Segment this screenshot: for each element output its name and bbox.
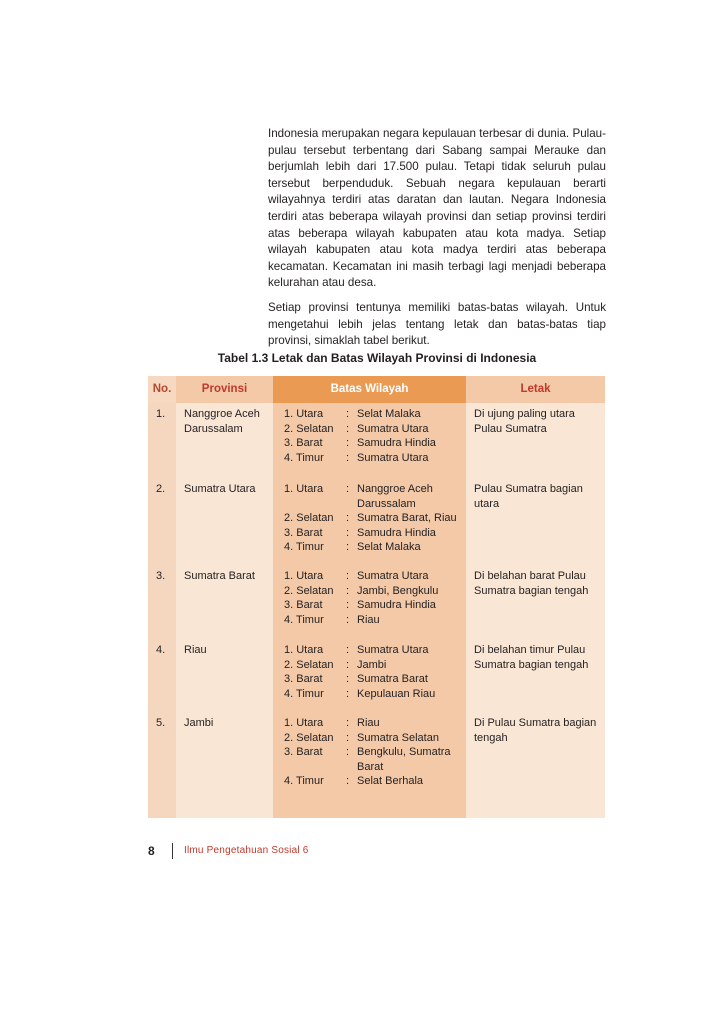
boundary-sep: :: [346, 658, 350, 671]
column-bg-provinsi: [176, 376, 273, 818]
cell-no: 3.: [156, 570, 166, 582]
boundary-dir: 2. Selatan: [284, 422, 334, 435]
boundary-sep: :: [346, 408, 350, 420]
boundary-val: Sumatra Utara: [357, 451, 429, 464]
boundary-line: [284, 482, 464, 511]
table-header: [148, 376, 605, 403]
intro-paragraph-2: Setiap provinsi tentunya memiliki batas-batas wilayah. Untuk mengetahui lebih jelas tentang letak dan batas-batas tiap provinsi, simaklah tabel berikut.: [268, 300, 606, 348]
boundary-sep: :: [346, 437, 350, 450]
boundary-val: Nanggroe Aceh Darussalam: [357, 483, 433, 510]
boundary-line: [284, 716, 464, 731]
boundary-val: Selat Berhala: [357, 775, 424, 788]
intro-paragraph-1: Indonesia merupakan negara kepulauan terbesar di dunia. Pulau-pulau tersebut terbentang dari Sabang sampai Merauke dan berjumlah lebih dari 17.500 pulau. Tetapi tidak seluruh pulau tersebut berpenduduk. Sebuah negara kepulauan berarti wilayahnya terdiri atas daratan dan lautan. Negara Indonesia terdiri atas beberapa wilayah provinsi dan setiap provinsi terdiri atas beberapa wilayah kabupaten atau kota madya. Setiap wilayah kabupaten atau kota madya terdiri atas beberapa kecamatan. Kecamatan ini masih terbagi lagi menjadi beberapa kelurahan atau desa.: [268, 127, 606, 290]
boundary-dir: 4. Timur: [284, 541, 324, 554]
boundary-val: Sumatra Utara: [357, 570, 429, 582]
boundary-line: [284, 422, 464, 437]
boundary-dir: 3. Barat: [284, 673, 323, 686]
header-no: No.: [148, 376, 176, 403]
boundary-dir: 3. Barat: [284, 526, 323, 539]
boundary-sep: :: [346, 483, 350, 495]
header-batas-wilayah: Batas Wilayah: [273, 376, 466, 403]
boundary-dir: 4. Timur: [284, 775, 324, 788]
boundary-val: Samudra Hindia: [357, 437, 436, 450]
boundary-sep: :: [346, 526, 350, 539]
intro-text: [268, 126, 606, 358]
cell-provinsi: Sumatra Utara: [184, 483, 256, 495]
boundary-dir: 4. Timur: [284, 687, 324, 700]
boundary-val: Samudra Hindia: [357, 599, 436, 612]
boundary-dir: 2. Selatan: [284, 731, 334, 744]
boundary-sep: :: [346, 613, 350, 626]
cell-batas-wilayah: [284, 482, 464, 555]
boundary-dir: 3. Barat: [284, 746, 323, 759]
boundary-line: [284, 436, 464, 451]
cell-no: 5.: [156, 717, 166, 729]
boundary-sep: :: [346, 644, 350, 656]
book-title: Ilmu Pengetahuan Sosial 6: [184, 845, 309, 856]
boundary-line: [284, 731, 464, 746]
boundary-val: Samudra Hindia: [357, 526, 436, 539]
boundary-line: [284, 658, 464, 673]
boundary-dir: 2. Selatan: [284, 584, 334, 597]
boundary-sep: :: [346, 451, 350, 464]
boundary-sep: :: [346, 775, 350, 788]
boundary-line: [284, 540, 464, 555]
header-letak: Letak: [466, 376, 605, 403]
cell-batas-wilayah: [284, 407, 464, 465]
column-bg-no: [148, 376, 176, 818]
boundary-line: [284, 569, 464, 584]
boundary-dir: 2. Selatan: [284, 512, 334, 525]
footer-divider: [172, 843, 173, 859]
cell-letak: Di belahan timur Pulau Sumatra bagian tengah: [474, 644, 589, 671]
boundary-sep: :: [346, 584, 350, 597]
boundary-dir: 2. Selatan: [284, 658, 334, 671]
boundary-line: [284, 613, 464, 628]
boundary-val: Sumatra Barat, Riau: [357, 512, 457, 525]
cell-provinsi: Nanggroe Aceh Darussalam: [184, 408, 260, 435]
boundary-line: [284, 672, 464, 687]
boundary-sep: :: [346, 687, 350, 700]
cell-batas-wilayah: [284, 569, 464, 627]
boundary-line: [284, 407, 464, 422]
boundary-sep: :: [346, 717, 350, 729]
boundary-line: [284, 745, 464, 774]
boundary-val: Jambi: [357, 658, 387, 671]
cell-letak: Di Pulau Sumatra bagian tengah: [474, 717, 597, 744]
boundary-sep: :: [346, 731, 350, 744]
province-table: [148, 376, 605, 818]
cell-batas-wilayah: [284, 716, 464, 789]
cell-letak: Pulau Sumatra bagian utara: [474, 483, 583, 510]
cell-letak: Di ujung paling utara Pulau Sumatra: [474, 408, 575, 435]
boundary-sep: :: [346, 570, 350, 582]
boundary-line: [284, 774, 464, 789]
cell-provinsi: Jambi: [184, 717, 214, 729]
cell-provinsi: Sumatra Barat: [184, 570, 255, 582]
boundary-line: [284, 511, 464, 526]
cell-no: 2.: [156, 483, 166, 495]
boundary-sep: :: [346, 599, 350, 612]
boundary-sep: :: [346, 746, 350, 759]
boundary-val: Kepulauan Riau: [357, 687, 436, 700]
boundary-val: Selat Malaka: [357, 408, 421, 420]
table-title: Tabel 1.3 Letak dan Batas Wilayah Provinsi di Indonesia: [217, 351, 537, 365]
cell-no: 1.: [156, 408, 166, 420]
cell-batas-wilayah: [284, 643, 464, 701]
boundary-val: Sumatra Utara: [357, 422, 429, 435]
boundary-line: [284, 643, 464, 658]
boundary-val: Riau: [357, 613, 380, 626]
boundary-dir: 4. Timur: [284, 451, 324, 464]
cell-no: 4.: [156, 644, 166, 656]
header-provinsi: Provinsi: [176, 376, 273, 403]
boundary-val: Sumatra Barat: [357, 673, 428, 686]
boundary-val: Riau: [357, 717, 380, 729]
boundary-sep: :: [346, 422, 350, 435]
boundary-dir: 1. Utara: [284, 717, 324, 729]
boundary-val: Jambi, Bengkulu: [357, 584, 439, 597]
boundary-sep: :: [346, 673, 350, 686]
boundary-dir: 4. Timur: [284, 613, 324, 626]
boundary-line: [284, 451, 464, 466]
boundary-val: Selat Malaka: [357, 541, 421, 554]
boundary-dir: 1. Utara: [284, 644, 324, 656]
boundary-line: [284, 526, 464, 541]
boundary-dir: 1. Utara: [284, 408, 324, 420]
boundary-val: Sumatra Utara: [357, 644, 429, 656]
boundary-sep: :: [346, 512, 350, 525]
boundary-val: Sumatra Selatan: [357, 731, 439, 744]
boundary-line: [284, 584, 464, 599]
cell-provinsi: Riau: [184, 644, 207, 656]
boundary-dir: 1. Utara: [284, 483, 324, 495]
boundary-sep: :: [346, 541, 350, 554]
boundary-val: Bengkulu, Sumatra Barat: [357, 746, 451, 773]
boundary-dir: 3. Barat: [284, 599, 323, 612]
boundary-line: [284, 687, 464, 702]
boundary-dir: 3. Barat: [284, 437, 323, 450]
cell-letak: Di belahan barat Pulau Sumatra bagian tengah: [474, 570, 589, 597]
boundary-dir: 1. Utara: [284, 570, 324, 582]
page-number: 8: [148, 844, 155, 858]
boundary-line: [284, 598, 464, 613]
